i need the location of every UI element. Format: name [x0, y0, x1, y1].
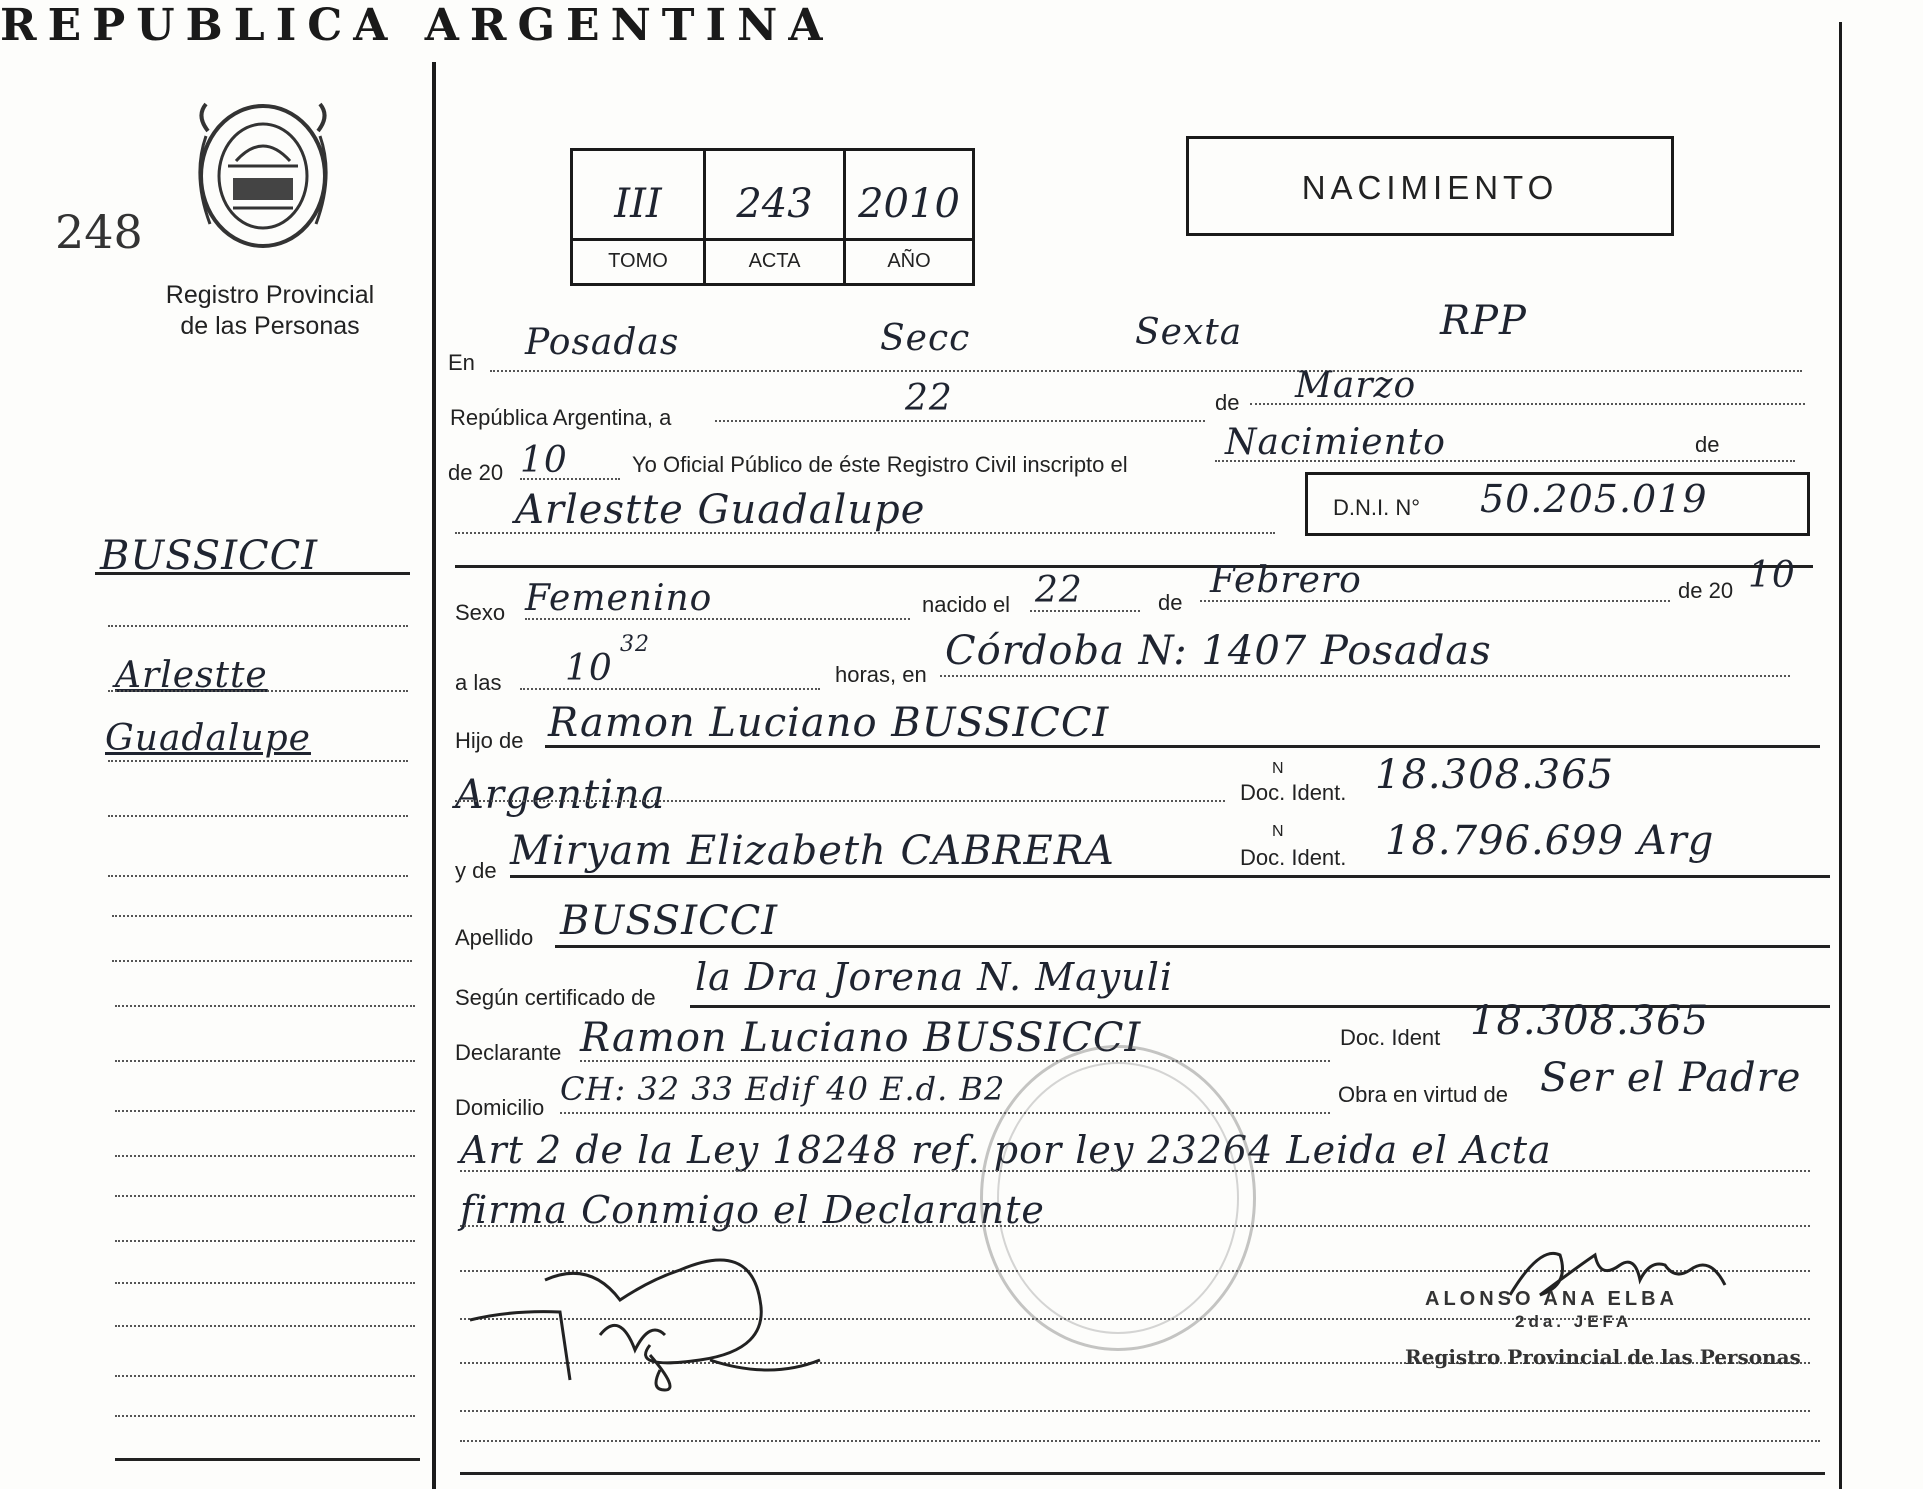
fill-line [525, 618, 910, 620]
entry-note-2: firma Conmigo el Declarante [460, 1188, 1045, 1232]
label-obra: Obra en virtud de [1338, 1082, 1508, 1107]
label-horas: horas, en [835, 662, 927, 687]
official-role: 2da. JEFA [1515, 1312, 1633, 1331]
entry-minutes: 32 [620, 632, 650, 657]
margin-line [115, 1282, 415, 1284]
fill-line [460, 1410, 1810, 1412]
label-a-las: a las [455, 670, 502, 695]
label-yo-oficial: Yo Oficial Público de éste Registro Civil inscripto el [632, 452, 1128, 477]
acta-label: ACTA [706, 238, 843, 283]
margin-line [115, 1005, 415, 1007]
entry-father: Ramon Luciano BUSSICCI [548, 700, 1110, 746]
entry-declarant-doc: 18.308.365 [1470, 998, 1710, 1044]
fill-line [520, 688, 820, 690]
label-doc-n: N [1272, 760, 1284, 777]
label-hijo: Hijo de [455, 728, 524, 753]
fill-line [455, 800, 1225, 802]
label-nacido: nacido el [922, 592, 1011, 617]
entry-office-code: RPP [1440, 298, 1527, 344]
dni-box [1305, 472, 1810, 536]
fill-line [460, 1440, 1820, 1442]
fill-line [455, 532, 1275, 534]
record-type-box [1186, 136, 1674, 236]
margin-line [108, 760, 408, 762]
entry-birth-day: 22 [1035, 570, 1083, 611]
registry-name [120, 280, 420, 342]
entry-sex: Femenino [525, 578, 713, 619]
tomo-label: TOMO [573, 238, 703, 283]
margin-bottom-rule [115, 1458, 420, 1461]
label-segun: Según certificado de [455, 985, 656, 1010]
fill-line [520, 478, 620, 480]
margin-line [112, 960, 412, 962]
row-rule [510, 875, 1830, 878]
row-rule [555, 945, 1830, 948]
label-doc-n-2: N [1272, 823, 1284, 840]
label-de-2: de [1695, 432, 1720, 457]
margin-line [108, 875, 408, 877]
registration-table [570, 148, 975, 286]
entry-address: CH: 32 33 Edif 40 E.d. B2 [560, 1070, 1006, 1108]
label-en: En [448, 350, 475, 375]
label-doc-ident-2: Doc. Ident. [1240, 845, 1347, 870]
margin-line [115, 1060, 415, 1062]
declarant-signature [450, 1240, 830, 1400]
anio-label: AÑO [846, 238, 972, 283]
row-rule [545, 745, 1820, 748]
entry-birth-place: Córdoba N: 1407 Posadas [945, 628, 1492, 674]
label-de-20-b: de 20 [1678, 578, 1734, 603]
entry-virtue: Ser el Padre [1540, 1055, 1802, 1101]
entry-hour: 10 [565, 648, 613, 689]
fill-line [580, 1060, 1330, 1062]
label-declarante: Declarante [455, 1040, 562, 1065]
margin-line [115, 1155, 415, 1157]
province-seal-icon [188, 96, 338, 256]
entry-birth-month: Febrero [1210, 560, 1362, 601]
fill-line [715, 420, 1205, 422]
official-name: ALONSO ANA ELBA [1425, 1288, 1678, 1310]
label-de-20: de 20 [448, 460, 504, 485]
margin-line [115, 1325, 415, 1327]
anio-cell [846, 151, 972, 283]
entry-section: Secc [880, 318, 971, 359]
margin-line [115, 1195, 415, 1197]
anio-value: 2010 [858, 181, 960, 227]
margin-line [108, 625, 408, 627]
entry-day: 22 [905, 378, 953, 419]
label-de-3: de [1158, 590, 1183, 615]
entry-act-type: Nacimiento [1225, 422, 1446, 463]
entry-mother-doc: 18.796.699 Arg [1385, 818, 1715, 864]
page-number: 248 [55, 205, 143, 259]
entry-note-1: Art 2 de la Ley 18248 ref. por ley 23264 Leida el Acta [460, 1128, 1552, 1172]
label-doc-ident: Doc. Ident. [1240, 780, 1347, 805]
margin-line [108, 815, 408, 817]
left-column-rule [432, 62, 436, 1489]
entry-mother: Miryam Elizabeth CABRERA [510, 828, 1115, 874]
entry-birth-year-suffix: 10 [1748, 555, 1796, 596]
tomo-cell [573, 151, 706, 283]
page-title: REPUBLICA ARGENTINA [0, 0, 834, 51]
bottom-rule [460, 1472, 1825, 1475]
entry-dni: 50.205.019 [1480, 477, 1708, 521]
label-de: de [1215, 390, 1240, 415]
margin-surname: BUSSICCI [100, 533, 319, 579]
fill-line [1215, 460, 1795, 462]
label-doc-ident-3: Doc. Ident [1340, 1025, 1441, 1050]
tomo-value: III [614, 181, 662, 227]
entry-certificate: la Dra Jorena N. Mayuli [695, 955, 1174, 999]
margin-rule [95, 572, 410, 575]
entry-father-nationality: Argentina [455, 772, 666, 818]
label-sexo: Sexo [455, 600, 506, 625]
entry-section-number: Sexta [1135, 312, 1243, 353]
entry-place: Posadas [525, 322, 680, 363]
right-page-rule [1839, 22, 1842, 1489]
margin-line [115, 1375, 415, 1377]
acta-value: 243 [736, 181, 813, 227]
record-type: NACIMIENTO [1301, 169, 1559, 206]
margin-given-name-2: Guadalupe [105, 718, 311, 759]
official-office: Registro Provincial de las Personas [1405, 1345, 1801, 1369]
margin-line [115, 1240, 415, 1242]
entry-year-suffix: 10 [520, 440, 568, 481]
margin-line [115, 1415, 415, 1417]
margin-line [108, 690, 408, 692]
official-stamp [980, 1045, 1256, 1351]
label-republica: República Argentina, a [450, 405, 672, 430]
entry-month: Marzo [1295, 365, 1417, 406]
registry-name-line-2: de las Personas [180, 312, 360, 340]
fill-line [1200, 600, 1670, 602]
fill-line [1030, 610, 1140, 612]
entry-child-name: Arlestte Guadalupe [515, 487, 926, 533]
entry-declarant: Ramon Luciano BUSSICCI [580, 1015, 1142, 1061]
margin-given-name-1: Arlestte [115, 655, 268, 696]
margin-line [115, 1110, 415, 1112]
acta-cell [706, 151, 846, 283]
label-apellido: Apellido [455, 925, 534, 950]
label-dni: D.N.I. N° [1333, 495, 1421, 520]
fill-line [490, 370, 1802, 372]
label-y-de: y de [455, 858, 497, 883]
registry-name-line-1: Registro Provincial [165, 281, 375, 309]
label-domicilio: Domicilio [455, 1095, 545, 1120]
fill-line [940, 675, 1790, 677]
margin-line [112, 915, 412, 917]
row-rule [455, 565, 1813, 568]
entry-surname: BUSSICCI [560, 898, 779, 944]
entry-father-doc: 18.308.365 [1375, 752, 1615, 798]
